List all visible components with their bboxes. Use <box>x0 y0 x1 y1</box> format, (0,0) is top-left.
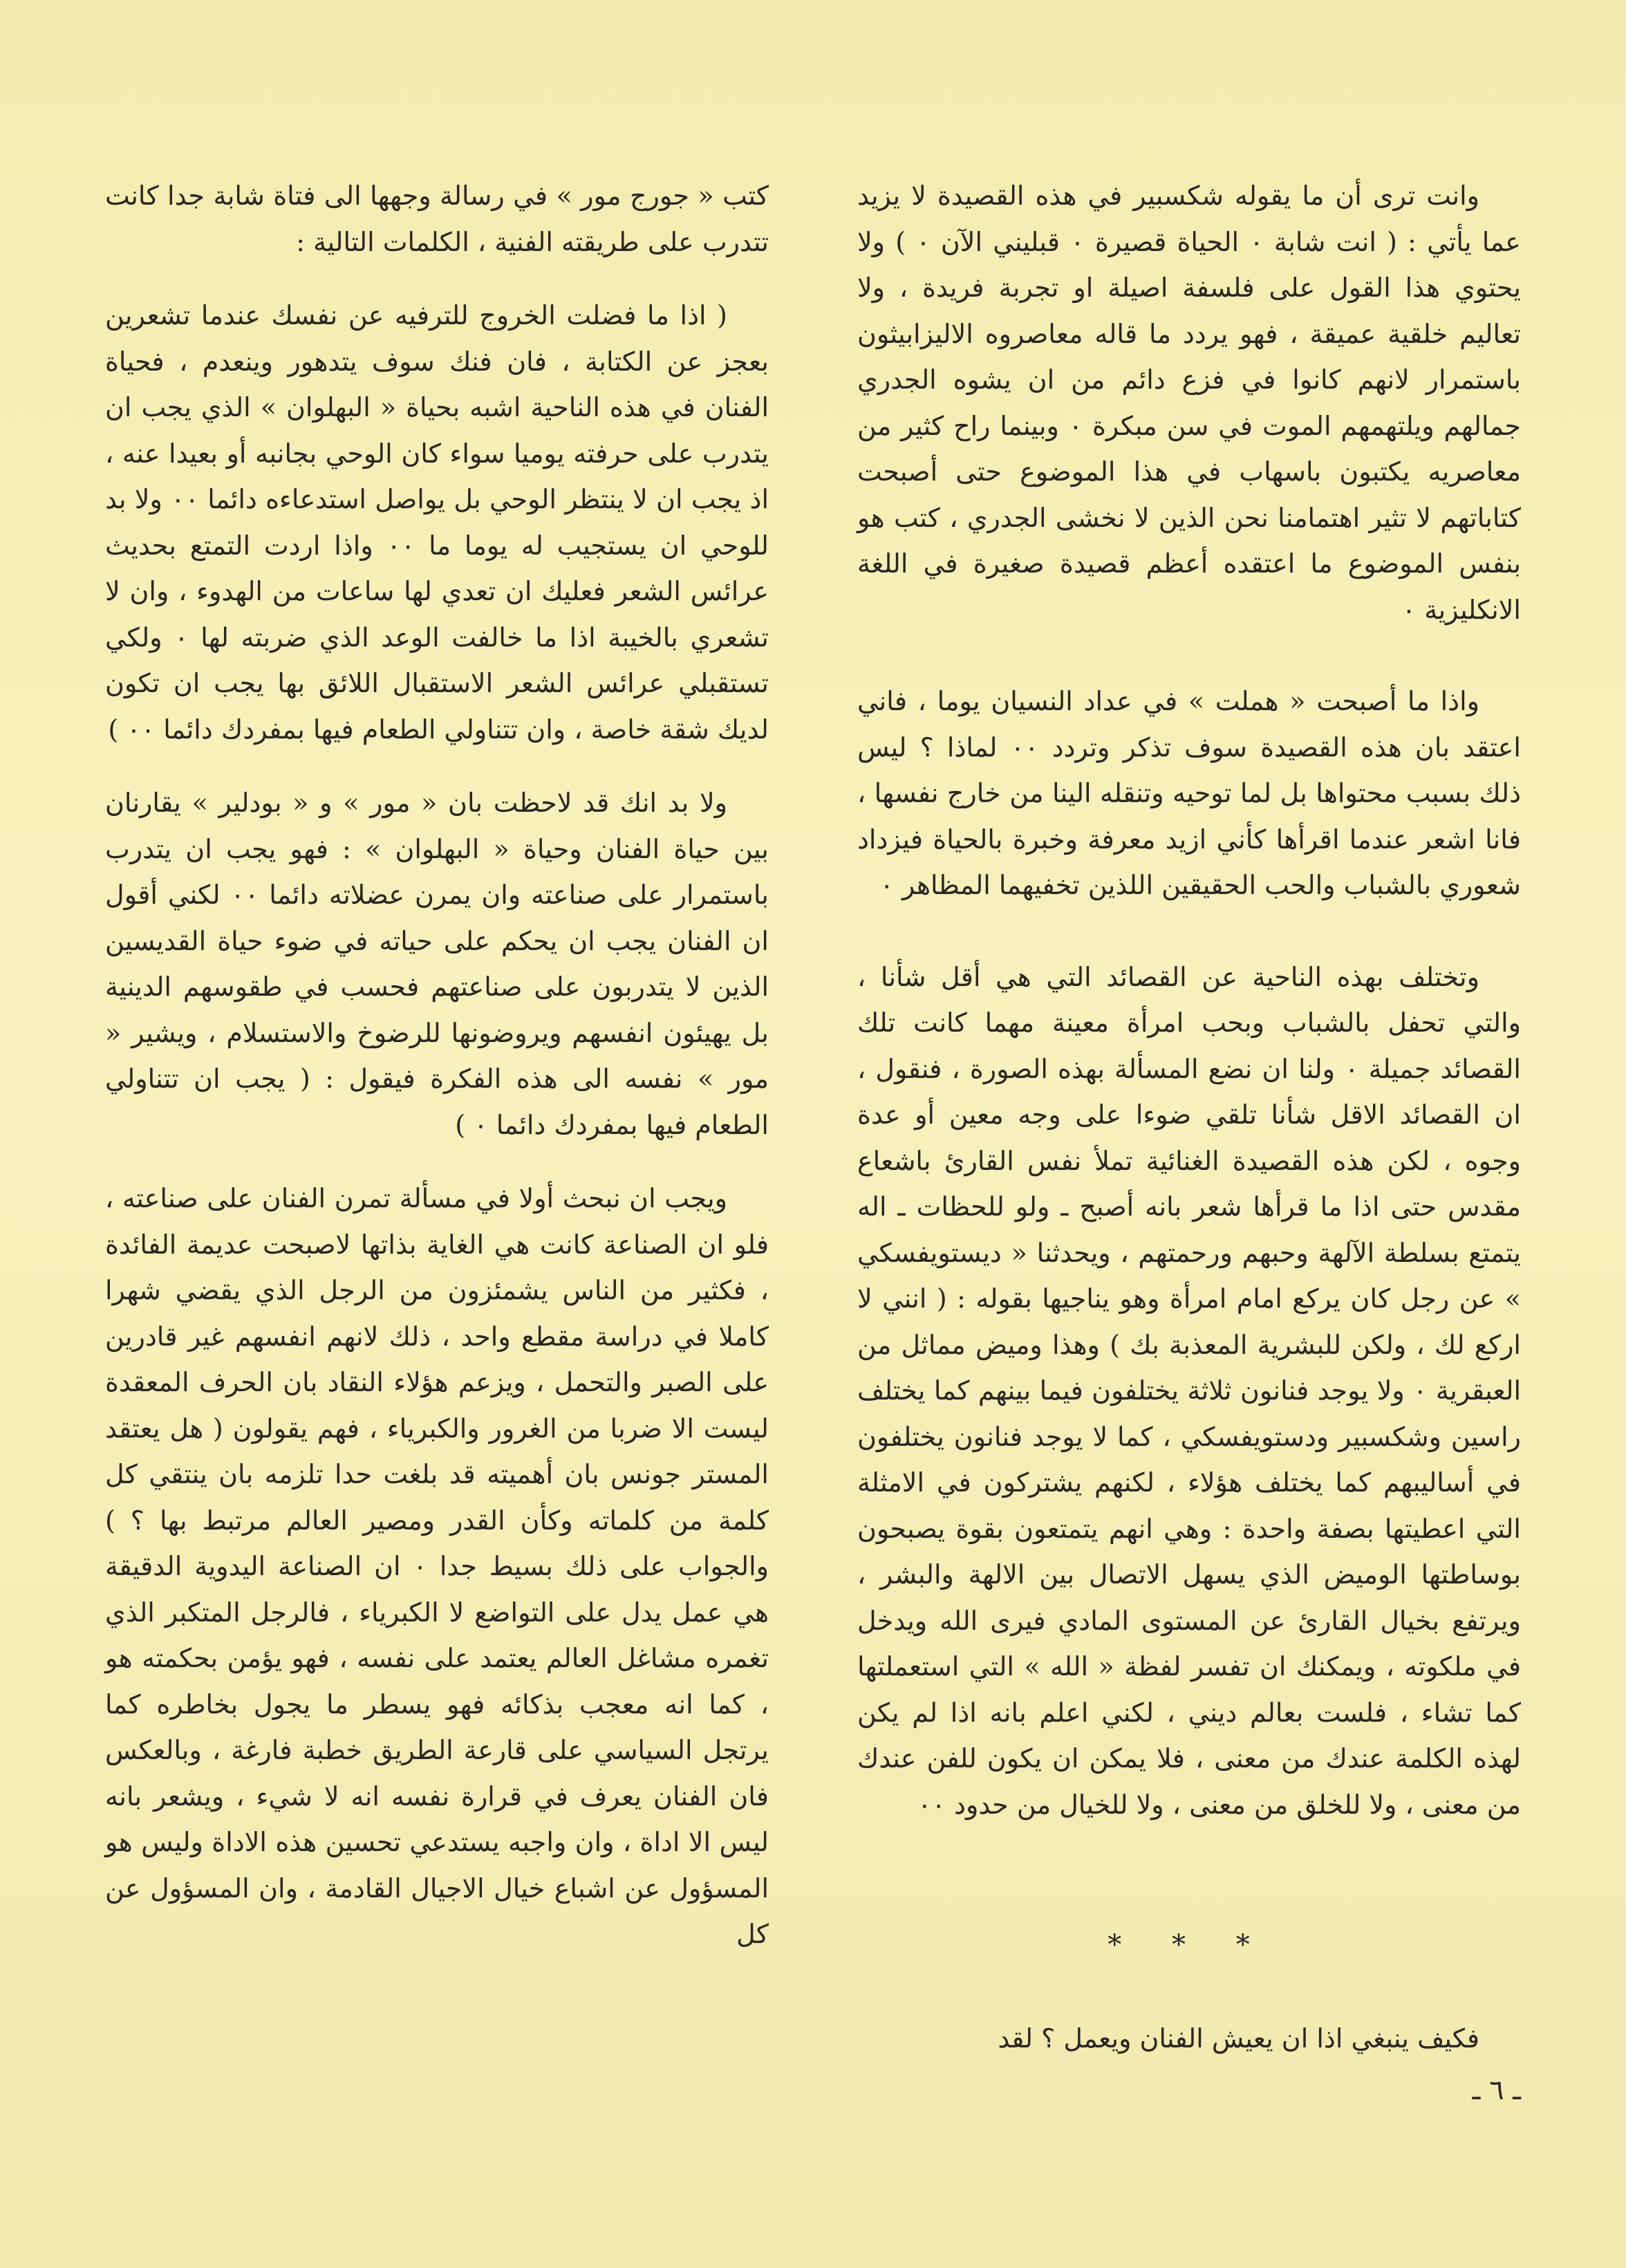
paragraph: ولا بد انك قد لاحظت بان « مور » و « بودلير » يقارنان بين حياة الفنان وحياة « البهلوان » : فهو يجب ان يتدرب باستمرار على صناعته وان يمرن عضلاته دائما ٠٠ لكني أقول ان الفنان يجب ان يحكم على حياته في ضوء حياة القديسين الذين لا يتدربون على صناعتهم فحسب في طقوسهم الدينية بل يهيئون انفسهم ويروضونها للرضوخ والاستسلام ، ويشير « مور » نفسه الى هذه الفكرة فيقول : ( يجب ان تتناولي الطعام فيها بمفردك دائما ٠ ) <box>105 788 769 1140</box>
paragraph-gap <box>105 1148 769 1175</box>
paragraph: ويجب ان نبحث أولا في مسألة تمرن الفنان على صناعته ، فلو ان الصناعة كانت هي الغاية بذاتها لاصبحت عديمة الفائدة ، فكثير من الناس يشمئزون من الرجل الذي يقضي شهرا كاملا في دراسة مقطع واحد ، ذلك لانهم انفسهم غير قادرين على الصبر والتحمل ، ويزعم هؤلاء النقاد بان الحرف المعقدة ليست الا ضربا من الغرور والكبرياء ، فهم يقولون ( هل يعتقد المستر جونس بان أهميته قد بلغت حدا تلزمه بان ينتقي كل كلمة من كلماته وكأن القدر ومصير العالم مرتبط بها ؟ ) والجواب على ذلك بسيط جدا ٠ ان الصناعة اليدوية الدقيقة هي عمل يدل على التواضع لا الكبرياء ، فالرجل المتكبر الذي تغمره مشاغل العالم يعتمد على نفسه ، فهو يؤمن بحكمته هو ، كما انه معجب بذكائه فهو يسطر ما يجول بخاطره كما يرتجل السياسي على قارعة الطريق خطبة فارغة ، وبالعكس فان الفنان يعرف في قرارة نفسه انه لا شيء ، ويشعر بانه ليس الا اداة ، وان واجبه يستدعي تحسين هذه الاداة وليس هو المسؤول عن اشباع خيال الاجيال القادمة ، وان المسؤول عن كل <box>105 1183 769 1949</box>
paragraph: وتختلف بهذه الناحية عن القصائد التي هي أقل شأنا ، والتي تحفل بالشباب وبحب امرأة معينة مهما كانت تلك القصائد جميلة ٠ ولنا ان نضع المسألة بهذه الصورة ، فنقول ، ان القصائد الاقل شأنا تلقي ضوءا على وجه معين أو عدة وجوه ، لكن هذه القصيدة الغنائية تملأ نفس القارئ باشعاع مقدس حتى اذا ما قرأها شعر بانه أصبح ـ ولو للحظات ـ اله يتمتع بسلطة الآلهة وحبهم ورحمتهم ، ويحدثنا « ديستويفسكي » عن رجل كان يركع امام امرأة وهو يناجيها بقوله : ( انني لا اركع لك ، ولكن للبشرية المعذبة بك ) وهذا وميض مماثل من العبقرية ٠ ولا يوجد فنانون ثلاثة يختلفون فيما بينهم كما يختلف راسين وشكسبير ودستويفسكي ، كما لا يوجد فنانون يختلفون في أساليبهم كما يختلف هؤلاء ، لكنهم يشتركون في الامثلة التي اعطيتها بصفة واحدة : وهي انهم يتمتعون بقوة يصبحون بوساطتها الوميض الذي يسهل الاتصال بين الالهة والبشر ، ويرتفع بخيال القارئ عن المستوى المادي فيرى الله ويدخل في ملكوته ، ويمكنك ان تفسر لفظة « الله » التي استعملتها كما تشاء ، فلست بعالم ديني ، لكني اعلم بانه اذا لم يكن لهذه الكلمة عندك من معنى ، فلا يمكن ان يكون للفن عندك من معنى ، ولا للخلق من معنى ، ولا للخيال من حدود ٠٠ <box>857 961 1521 1820</box>
right-column <box>857 173 1521 1828</box>
paragraph: وانت ترى أن ما يقوله شكسبير في هذه القصيدة لا يزيد عما يأتي : ( انت شابة ٠ الحياة قصيرة ٠ قبليني الآن ٠ ) ولا يحتوي هذا القول على فلسفة اصيلة او تجربة فريدة ، ولا تعاليم خلقية عميقة ، فهو يردد ما قاله معاصروه الاليزابيثون باستمرار لانهم كانوا في فزع دائم من ان يشوه الجدري جمالهم ويلتهمهم الموت في سن مبكرة ٠ وبينما راح كثير من معاصريه يكتبون باسهاب في هذا الموضوع حتى أصبحت كتاباتهم لا تثير اهتمامنا نحن الذين لا نخشى الجدري ، كتب هو بنفس الموضوع ما اعتقده أعظم قصيدة صغيرة في اللغة الانكليزية ٠ <box>857 180 1521 625</box>
paragraph: واذا ما أصبحت « هملت » في عداد النسيان يوما ، فاني اعتقد بان هذه القصيدة سوف تذكر وتردد ٠٠ لماذا ؟ ليس ذلك بسبب محتواها بل لما توحيه وتنقله الينا من خارج نفسها ، فانا اشعر عندما اقرأها كأني ازيد معرفة وخبرة بالحياة فيزداد شعوري بالشباب والحب الحقيقين اللذين تخفيهما المظاهر ٠ <box>857 686 1521 900</box>
paragraph: كتب « جورج مور » في رسالة وجهها الى فتاة شابة جدا كانت تتدرب على طريقته الفنية ، الكلمات التالية : <box>105 180 769 257</box>
paragraph-gap <box>857 633 1521 678</box>
paragraph-gap <box>857 909 1521 954</box>
closing-line: فكيف ينبغي اذا ان يعيش الفنان ويعمل ؟ لقد <box>998 2023 1479 2054</box>
paragraph: ( اذا ما فضلت الخروج للترفيه عن نفسك عندما تشعرين بعجز عن الكتابة ، فان فنك سوف يتدهور وينعدم ، فحياة الفنان في هذه الناحية اشبه بحياة « البهلوان » الذي يجب ان يتدرب على حرفته يوميا سواء كان الوحي بجانبه أو بعيدا عنه ، اذ يجب ان لا ينتظر الوحي بل يواصل استدعاءه دائما ٠٠ ولا بد للوحي ان يستجيب له يوما ما ٠٠ واذا اردت التمتع بحديث عرائس الشعر فعليك ان تعدي لها ساعات من الهدوء ، وان لا تشعري بالخيبة اذا ما خالفت الوعد الذي ضربته لها ٠ ولكي تستقبلي عرائس الشعر الاستقبال اللائق بها يجب ان تكون لديك شقة خاصة ، وان تتناولي الطعام فيها بمفردك دائما ٠٠ ) <box>105 300 769 745</box>
paragraph-gap <box>105 752 769 780</box>
page-number: ـ ٦ ـ <box>1472 2074 1521 2106</box>
paragraph-gap <box>105 265 769 292</box>
section-separator: * * * <box>1108 1929 1271 1961</box>
left-column <box>105 173 769 1958</box>
